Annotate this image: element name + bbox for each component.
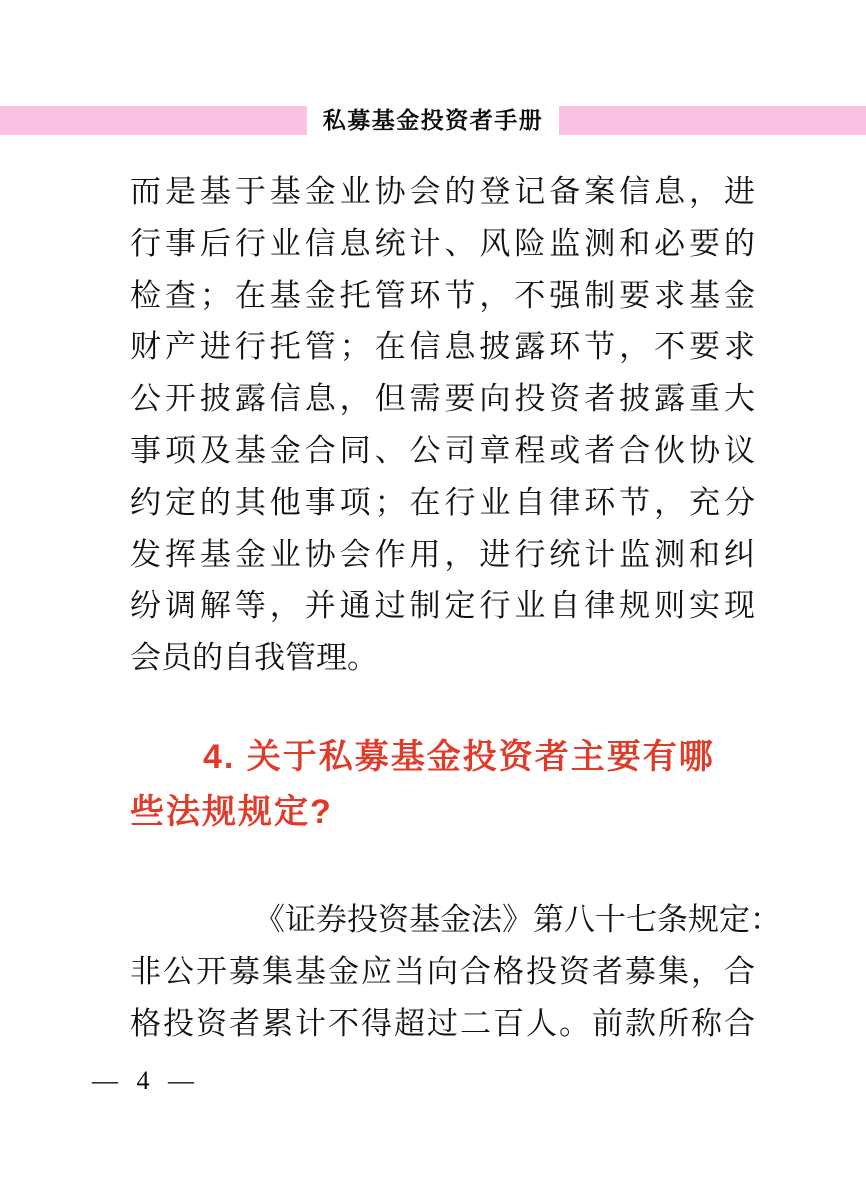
text-line: 纷调解等，并通过制定行业自律规则实现 — [130, 588, 759, 624]
text-line: 行事后行业信息统计、风险监测和必要的 — [130, 225, 759, 261]
text-line: 《证券投资基金法》第八十七条规定： — [254, 902, 781, 937]
paragraph-supervision — [130, 166, 759, 684]
paragraph-fund-law — [130, 894, 781, 1049]
section-heading — [130, 730, 770, 840]
text-line: 财产进行托管；在信息披露环节，不要求 — [130, 329, 759, 365]
text-line: 发挥基金业协会作用，进行统计监测和纠 — [130, 536, 759, 572]
text-line: 而是基于基金业协会的登记备案信息，进 — [130, 174, 759, 209]
header-band-right — [559, 106, 866, 135]
text-line: 非公开募集基金应当向合格投资者募集，合 — [130, 953, 757, 989]
text-line: 检查；在基金托管环节，不强制要求基金 — [130, 277, 759, 313]
header-band-left — [0, 106, 307, 135]
running-title: 私募基金投资者手册 — [322, 108, 544, 133]
section-heading-line: 4. 关于私募基金投资者主要有哪 — [203, 738, 715, 776]
text-line: 约定的其他事项；在行业自律环节，充分 — [130, 484, 759, 520]
text-line: 公开披露信息，但需要向投资者披露重大 — [130, 381, 759, 417]
text-line: 事项及基金合同、公司章程或者合伙协议 — [130, 432, 759, 468]
text-line: 格投资者累计不得超过二百人。前款所称合 — [130, 1005, 757, 1041]
section-heading-line: 些法规规定? — [130, 793, 333, 831]
text-line: 会员的自我管理。 — [130, 640, 378, 676]
running-header — [0, 106, 866, 135]
page-number: — 4 — — [92, 1066, 195, 1095]
